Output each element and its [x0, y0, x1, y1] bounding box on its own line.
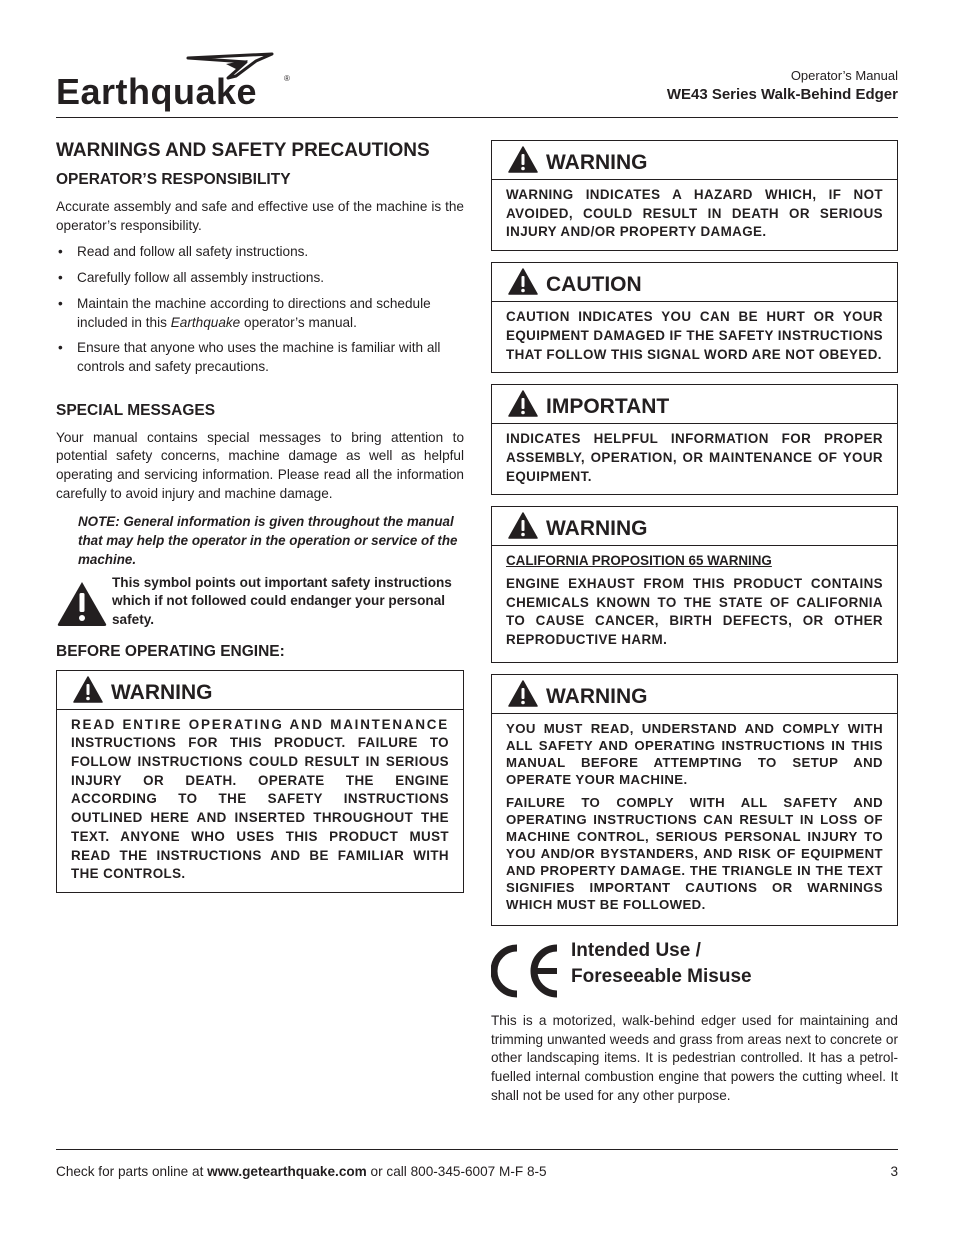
- page-number: 3: [890, 1164, 898, 1179]
- website-link[interactable]: www.getearthquake.com: [207, 1164, 367, 1179]
- warning-triangle-icon: [56, 580, 108, 628]
- logo-wordmark: Earthquake: [56, 71, 258, 112]
- list-item-text: operator’s manual.: [240, 314, 357, 330]
- box-title: CAUTION: [546, 273, 642, 297]
- intended-use-title-line2: Foreseeable Misuse: [571, 965, 752, 987]
- prop65-warning-box: [491, 506, 898, 663]
- box-header: [57, 671, 463, 710]
- intended-use-text: This is a motorized, walk-behind edger used for maintaining and trimming unwanted weeds and grass from areas next to concrete or other landscaping items. It is pedestrian controlled. It has a petrol-fuelled internal combustion engine that powers the cutting wheel. It shall not be used for any other purpose.: [491, 1012, 898, 1103]
- earthquake-logo: [56, 52, 296, 116]
- box-text: INSTRUCTIONS FOR THIS PRODUCT. FAILURE TO FOLLOW INSTRUCTIONS COULD RESULT IN SERIOUS INJURY OR DEATH. OPERATE THE ENGINE ACCORDING TO THE SAFETY INSTRUCTIONS OUTLINED HERE AND INSERTED THROUGHOUT THE TEXT. ANYONE WHO USES THIS PRODUCT MUST READ THE INSTRUCTIONS AND BE FAMILIAR WITH THE CONTROLS.: [71, 735, 449, 882]
- before-operating-heading: BEFORE OPERATING ENGINE:: [56, 642, 285, 660]
- footer-text: or call 800-345-6007 M-F 8-5: [366, 1164, 547, 1179]
- prop65-subheading: CALIFORNIA PROPOSITION 65 WARNING: [506, 553, 772, 569]
- intended-use-title: [571, 938, 752, 990]
- box-body: [57, 710, 463, 892]
- general-note: NOTE: General information is given throughout the manual that may help the operator in the operation or service of the machine.: [78, 514, 458, 567]
- box-header: [492, 141, 897, 180]
- warning-triangle-icon: [508, 146, 538, 174]
- warning-triangle-icon: [508, 512, 538, 540]
- warning-definition-box: [491, 140, 898, 251]
- special-messages-heading: SPECIAL MESSAGES: [56, 401, 216, 419]
- box-title: IMPORTANT: [546, 395, 670, 419]
- list-item: • Ensure that anyone who uses the machine is familiar with all controls and safety precautions.: [56, 339, 464, 376]
- engine-warning-box: [56, 670, 464, 893]
- box-body: [492, 546, 897, 662]
- list-item: [56, 295, 464, 332]
- box-lead-text: READ ENTIRE OPERATING AND MAINTENANCE: [71, 716, 449, 732]
- intended-use-header: [491, 938, 898, 998]
- footer-text: Check for parts online at: [56, 1164, 208, 1179]
- compliance-warning-box: [491, 674, 898, 926]
- warning-triangle-icon: [508, 390, 538, 418]
- important-definition-box: [491, 384, 898, 495]
- caution-definition-box: [491, 262, 898, 373]
- warning-triangle-icon: [508, 680, 538, 708]
- responsibility-intro: Accurate assembly and safe and effective use of the machine is the operator’s responsibility.: [56, 199, 464, 233]
- box-header: [492, 385, 897, 424]
- symbol-explanation: [56, 574, 464, 630]
- box-body: INDICATES HELPFUL INFORMATION FOR PROPER ASSEMBLY, OPERATION, OR MAINTENANCE OF YOUR EQUIPMENT.: [506, 431, 883, 484]
- product-name: WE43 Series Walk-Behind Edger: [666, 86, 898, 103]
- compliance-text-2: FAILURE TO COMPLY WITH ALL SAFETY AND OPERATING INSTRUCTIONS CAN RESULT IN LOSS OF MACHINE CONTROL, SERIOUS PERSONAL INJURY TO YOU AND/OR BYSTANDERS, AND RISK OF EQUIPMENT AND PROPERTY DAMAGE. THE TRIANGLE IN THE TEXT SIGNIFIES IMPORTANT CAUTIONS OR WARNINGS WHICH MUST BE FOLLOWED.: [506, 794, 883, 912]
- footer-contact: [56, 1163, 547, 1181]
- warning-triangle-icon: [508, 268, 538, 296]
- box-header: [492, 675, 897, 714]
- box-title: WARNING: [111, 680, 213, 704]
- box-header: [492, 507, 897, 546]
- ce-mark-icon: [491, 944, 561, 998]
- box-body: WARNING INDICATES A HAZARD WHICH, IF NOT AVOIDED, COULD RESULT IN DEATH OR SERIOUS INJURY AND/OR PROPERTY DAMAGE.: [506, 187, 883, 240]
- warning-triangle-icon: [73, 676, 103, 704]
- footer-divider: [56, 1149, 898, 1150]
- box-header: [492, 263, 897, 302]
- registered-mark: ®: [284, 74, 290, 83]
- brand-emphasis: Earthquake: [170, 314, 241, 330]
- compliance-text: YOU MUST READ, UNDERSTAND AND COMPLY WITH ALL SAFETY AND OPERATING INSTRUCTIONS IN THIS MANUAL BEFORE ATTEMPTING TO SETUP AND OPERATE YOUR MACHINE.: [506, 720, 883, 787]
- list-item: • Read and follow all safety instructions.: [56, 243, 464, 262]
- right-column: [491, 140, 898, 1113]
- box-body: [492, 714, 897, 925]
- responsibility-list: [56, 243, 464, 376]
- special-messages-text: Your manual contains special messages to bring attention to potential safety concerns, machine damage as well as helpful operating and servicing information. Please read all the information carefully to avoid injury and machine damage.: [56, 429, 464, 501]
- prop65-text: ENGINE EXHAUST FROM THIS PRODUCT CONTAINS CHEMICALS KNOWN TO THE STATE OF CALIFORNIA TO CAUSE CANCER, BIRTH DEFECTS, OR OTHER REPRODUCTIVE HARM.: [506, 576, 883, 648]
- box-title: WARNING: [546, 684, 648, 708]
- header-info: [667, 68, 898, 106]
- manual-type: Operator’s Manual: [790, 68, 898, 83]
- symbol-explanation-text: This symbol points out important safety instructions which if not followed could endanger your personal safety.: [112, 574, 452, 627]
- left-column: [56, 136, 464, 893]
- box-title: WARNING: [546, 517, 648, 541]
- box-title: WARNING: [546, 151, 648, 174]
- intended-use-title-line1: Intended Use /: [571, 939, 701, 961]
- box-body: CAUTION INDICATES YOU CAN BE HURT OR YOUR EQUIPMENT DAMAGED IF THE SAFETY INSTRUCTIONS THAT FOLLOW THIS SIGNAL WORD ARE NOT OBEYED.: [506, 309, 883, 362]
- responsibility-heading: OPERATOR’S RESPONSIBILITY: [56, 171, 291, 188]
- section-title: WARNINGS AND SAFETY PRECAUTIONS: [56, 140, 430, 161]
- header-divider: [56, 117, 898, 118]
- list-item-text: Maintain the machine according to directions and schedule included in this: [77, 295, 431, 330]
- list-item: • Carefully follow all assembly instructions.: [56, 269, 464, 288]
